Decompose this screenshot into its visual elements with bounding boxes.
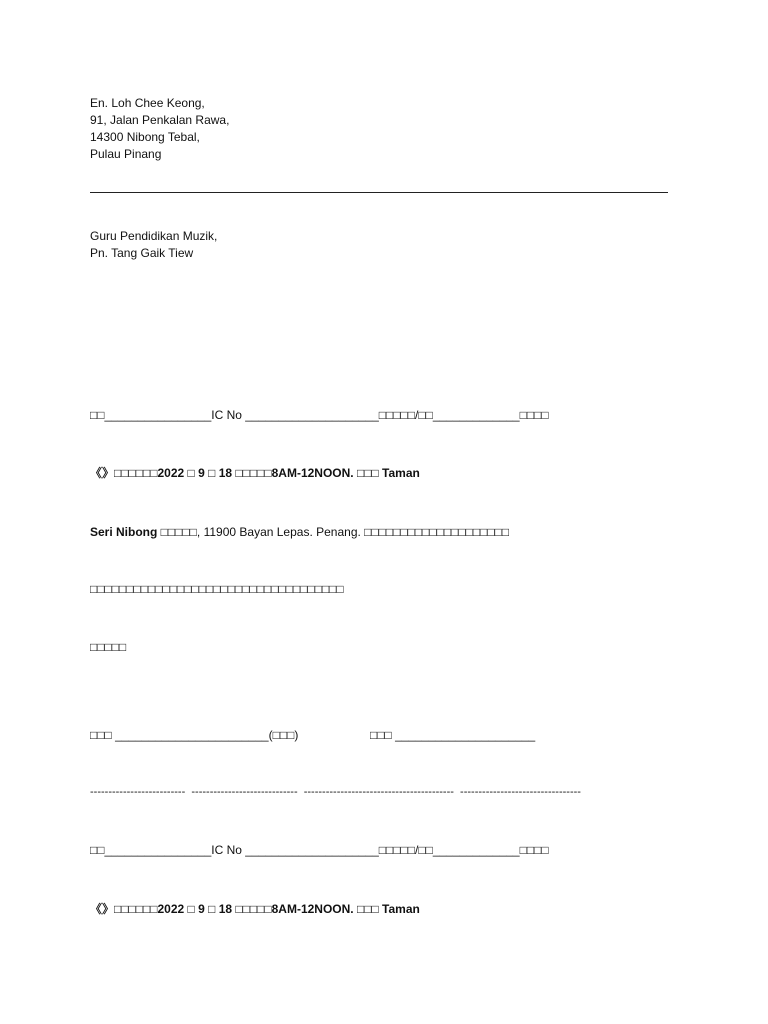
venue-address: □□□□□, 11900 Bayan Lepas. Penang. □□□□□□□□□□□□□□□□□□□□ bbox=[157, 525, 510, 539]
cut-line-segment: ----------------------------- bbox=[191, 786, 298, 798]
venue-name-bold: Seri Nibong bbox=[90, 525, 158, 539]
form2-event-line: 《》□□□□□□2022 □ 9 □ 18 □□□□□8AM-12NOON. □□□ Taman bbox=[90, 902, 420, 916]
recipient-title: Guru Pendidikan Muzik, bbox=[90, 229, 218, 243]
cut-line-segment: -------------------------- bbox=[90, 786, 186, 798]
cut-line-segment: ----------------------------------------- bbox=[303, 786, 454, 798]
form2-consent-line: □□________________IC No ____________________□□□□□/□□_____________□□□□ bbox=[90, 843, 549, 857]
cut-line bbox=[90, 784, 581, 800]
header-divider bbox=[90, 192, 668, 193]
cut-line-segment: --------------------------------- bbox=[460, 786, 581, 798]
sender-postcode-city: 14300 Nibong Tebal, bbox=[90, 130, 200, 144]
form1-signature-field: □□□ _______________________(□□□) bbox=[90, 728, 299, 742]
recipient-name: Pn. Tang Gaik Tiew bbox=[90, 246, 194, 260]
form1-consent-line: □□________________IC No ____________________□□□□□/□□_____________□□□□ bbox=[90, 408, 549, 422]
form1-closing: □□□□□ bbox=[90, 640, 127, 654]
form1-date-field: □□□ _____________________ bbox=[370, 728, 536, 742]
form1-body-line: □□□□□□□□□□□□□□□□□□□□□□□□□□□□□□□□□□□ bbox=[90, 582, 344, 596]
sender-name: En. Loh Chee Keong, bbox=[90, 96, 205, 110]
form1-venue-line bbox=[90, 524, 509, 540]
sender-street: 91, Jalan Penkalan Rawa, bbox=[90, 113, 230, 127]
sender-state: Pulau Pinang bbox=[90, 147, 162, 161]
form1-event-line: 《》□□□□□□2022 □ 9 □ 18 □□□□□8AM-12NOON. □□□ Taman bbox=[90, 466, 420, 480]
